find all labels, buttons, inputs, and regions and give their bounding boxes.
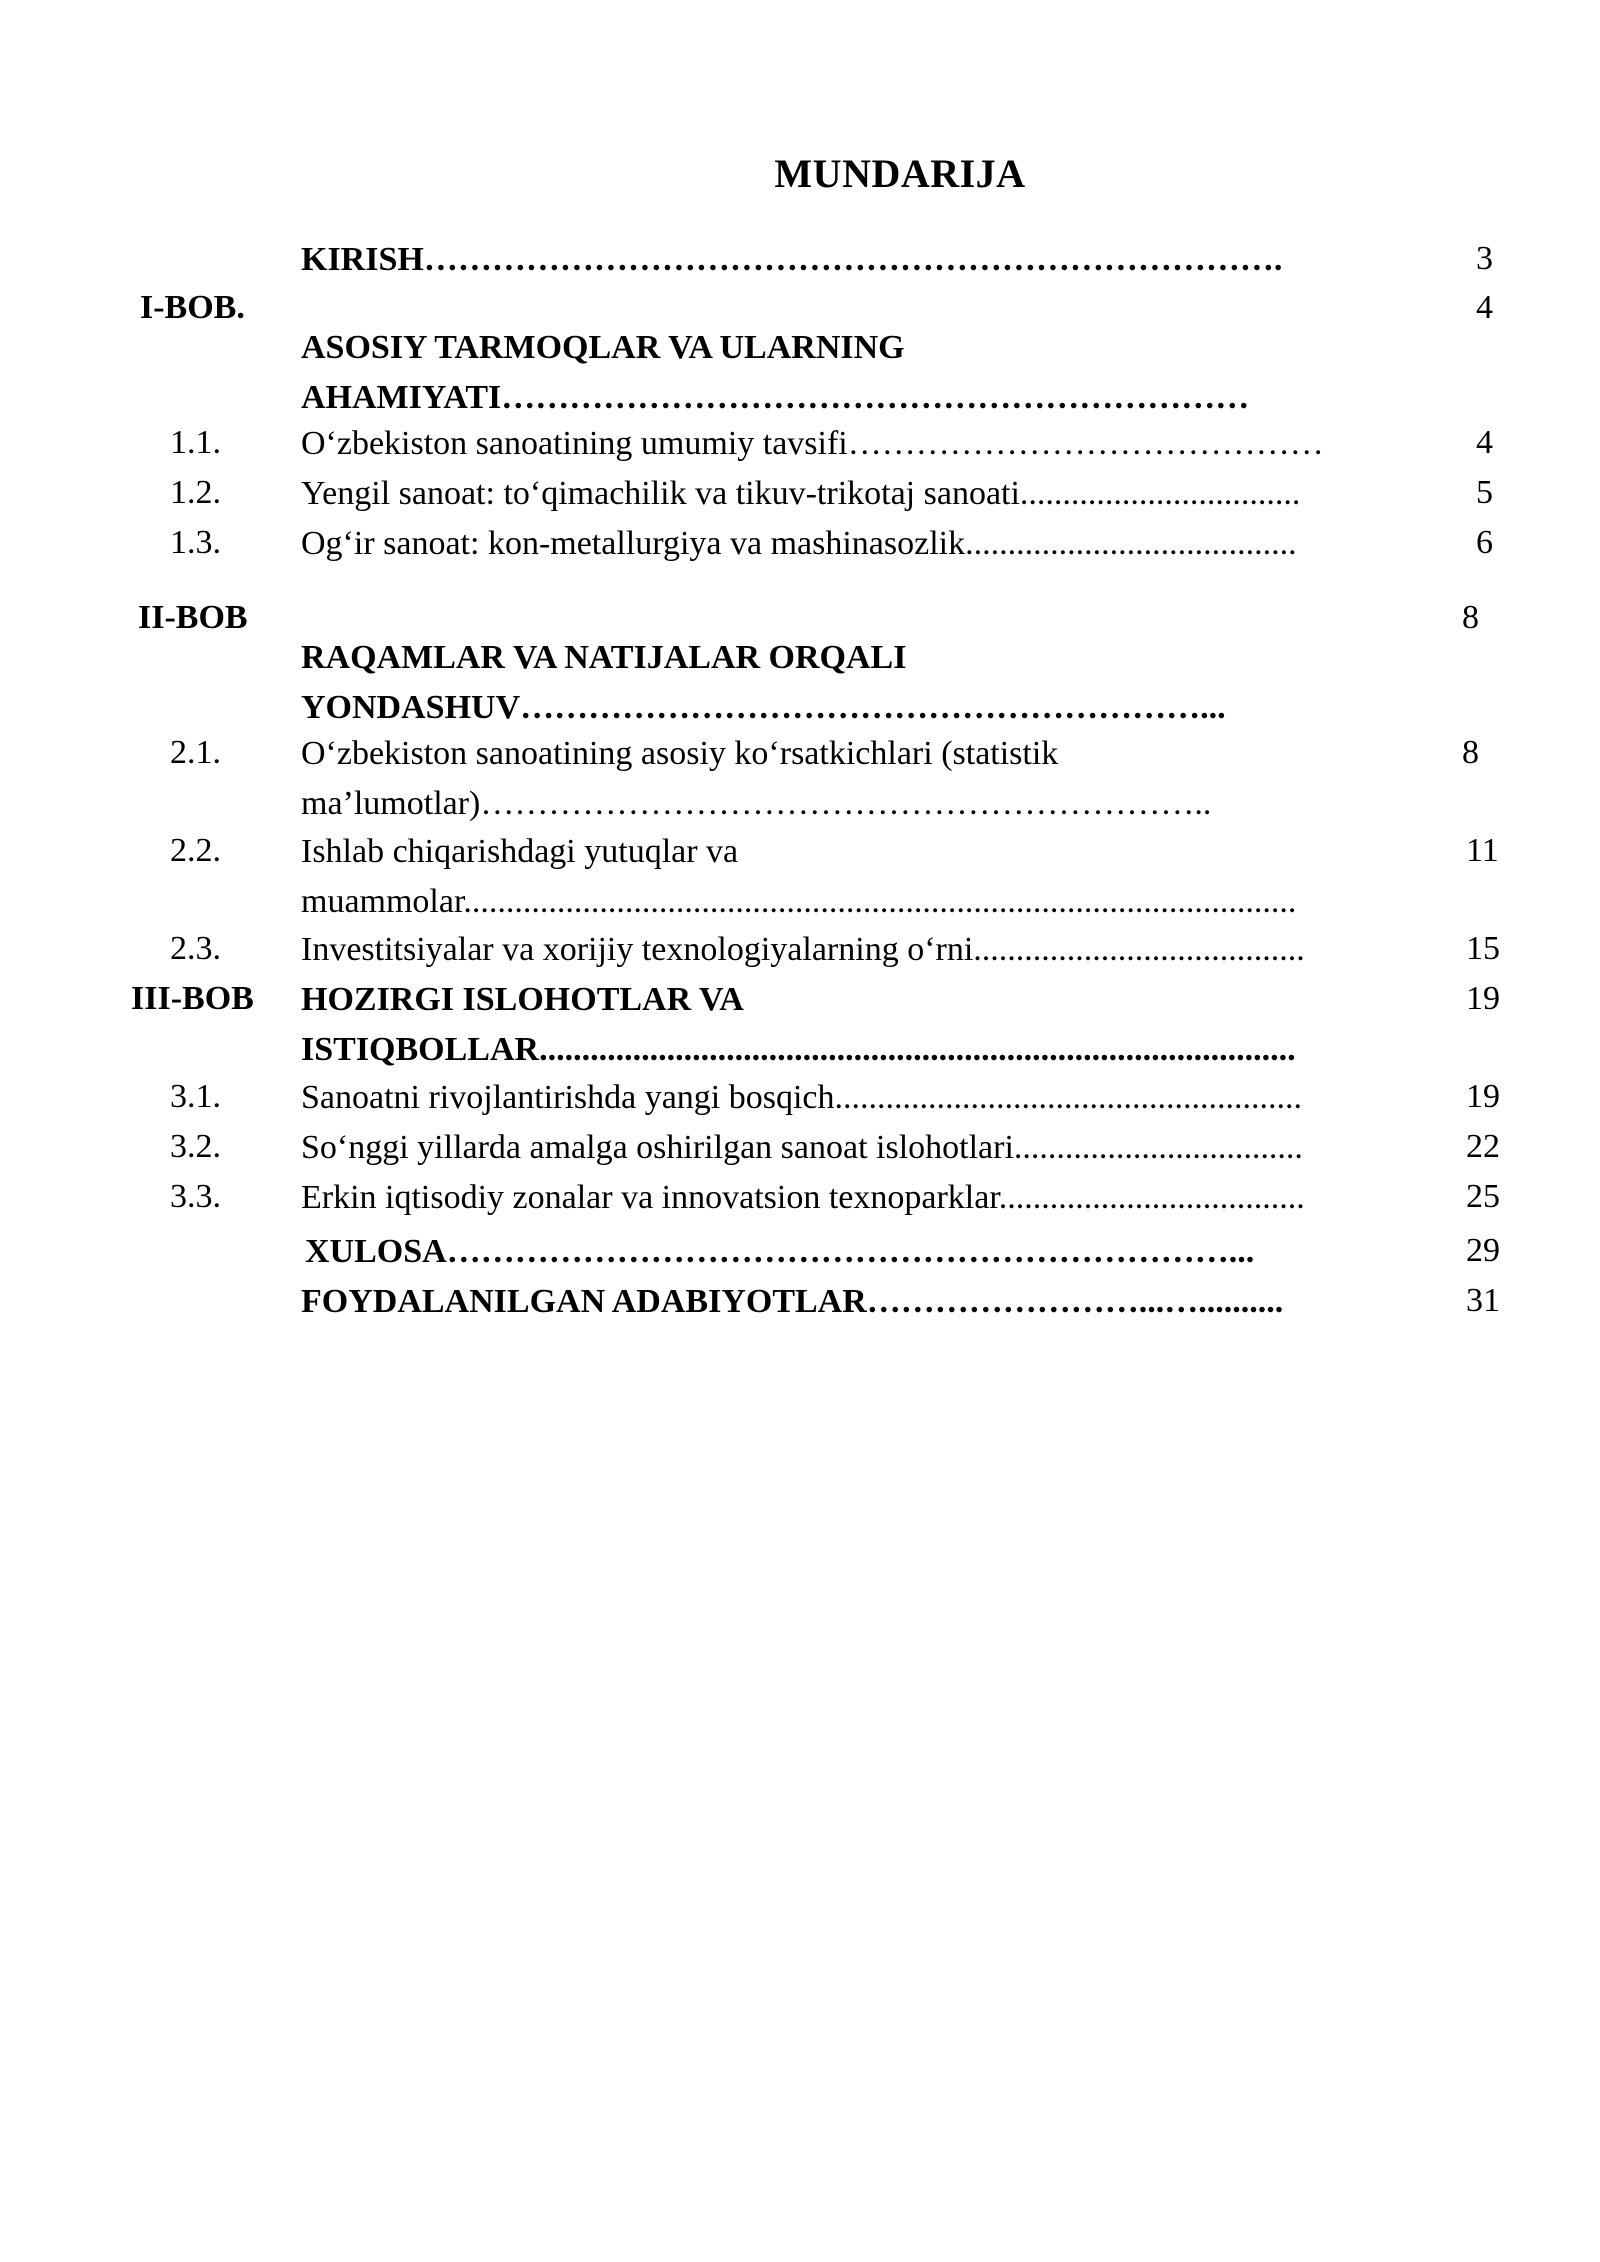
section-title-3-2: So‘nggi yillarda amalga oshirilgan sanoat islohotlari.................................. — [301, 1129, 1303, 1166]
section-title-2-2-line1: Ishlab chiqarishdagi yutuqlar va — [301, 833, 739, 870]
chapter-number-1: I-BOB. — [140, 289, 245, 326]
page-number-2-1: 8 — [1462, 734, 1479, 771]
section-number-2-3: 2.3. — [170, 930, 221, 967]
page-number-chapter-1: 4 — [1476, 289, 1493, 326]
chapter-title-1-line2: AHAMIYATI………………………………………………………… — [301, 379, 1250, 416]
toc-entry-xulosa: XULOSA……………………………………………………………... — [305, 1233, 1255, 1270]
page-number-1-1: 4 — [1476, 424, 1493, 461]
section-title-3-1: Sanoatni rivojlantirishda yangi bosqich....................................................... — [301, 1079, 1303, 1116]
chapter-title-2-line1: RAQAMLAR VA NATIJALAR ORQALI — [301, 639, 907, 676]
chapter-title-2-line2: YONDASHUV……………………………………………………... — [301, 689, 1226, 726]
toc-entry-kirish: KIRISH…………………………………………………………………. — [301, 241, 1283, 278]
page-number-3-2: 22 — [1466, 1128, 1500, 1165]
chapter-title-1-line1: ASOSIY TARMOQLAR VA ULARNING — [301, 329, 905, 366]
section-title-3-3: Erkin iqtisodiy zonalar va innovatsion texnoparklar.................................... — [301, 1179, 1305, 1216]
toc-entry-adabiyotlar: FOYDALANILGAN ADABIYOTLAR……………………...….......... — [301, 1283, 1284, 1320]
page-title: MUNDARIJA — [774, 151, 1026, 196]
chapter-title-3-line1: HOZIRGI ISLOHOTLAR VA — [301, 981, 744, 1018]
section-title-2-1-line2: ma’lumotlar)……………………………………………………….. — [301, 785, 1212, 822]
page-number-2-3: 15 — [1466, 930, 1500, 967]
page-number-chapter-2: 8 — [1462, 599, 1479, 636]
section-number-2-2: 2.2. — [170, 832, 221, 869]
section-number-1-3: 1.3. — [170, 524, 221, 561]
page-number-3-3: 25 — [1466, 1178, 1500, 1215]
section-title-1-1: O‘zbekiston sanoatining umumiy tavsifi…………………………………… — [301, 425, 1324, 462]
chapter-title-3-line2: ISTIQBOLLAR......................................................................................... — [301, 1031, 1296, 1068]
page-number-3-1: 19 — [1466, 1078, 1500, 1115]
section-number-1-2: 1.2. — [170, 474, 221, 511]
page-number-xulosa: 29 — [1466, 1232, 1500, 1269]
page-number-adabiyotlar: 31 — [1466, 1282, 1500, 1319]
section-number-3-3: 3.3. — [170, 1178, 221, 1215]
chapter-number-3: III-BOB — [131, 980, 254, 1017]
section-number-3-2: 3.2. — [170, 1128, 221, 1165]
page-number-chapter-3: 19 — [1466, 980, 1500, 1017]
page-number-1-3: 6 — [1476, 524, 1493, 561]
page-number-2-2: 11 — [1466, 832, 1499, 869]
section-title-1-3: Og‘ir sanoat: kon-metallurgiya va mashinasozlik....................................... — [301, 525, 1297, 562]
section-number-2-1: 2.1. — [170, 734, 221, 771]
chapter-number-2: II-BOB — [138, 599, 248, 636]
section-number-1-1: 1.1. — [170, 424, 221, 461]
section-number-3-1: 3.1. — [170, 1078, 221, 1115]
page-number-1-2: 5 — [1476, 474, 1493, 511]
page-number-kirish: 3 — [1476, 240, 1493, 277]
section-title-2-3: Investitsiyalar va xorijiy texnologiyalarning o‘rni....................................... — [301, 931, 1305, 968]
section-title-1-2: Yengil sanoat: to‘qimachilik va tikuv-trikotaj sanoati................................. — [301, 475, 1301, 512]
section-title-2-1-line1: O‘zbekiston sanoatining asosiy ko‘rsatkichlari (statistik — [301, 735, 1059, 772]
section-title-2-2-line2: muammolar.................................................................................................. — [301, 883, 1297, 920]
